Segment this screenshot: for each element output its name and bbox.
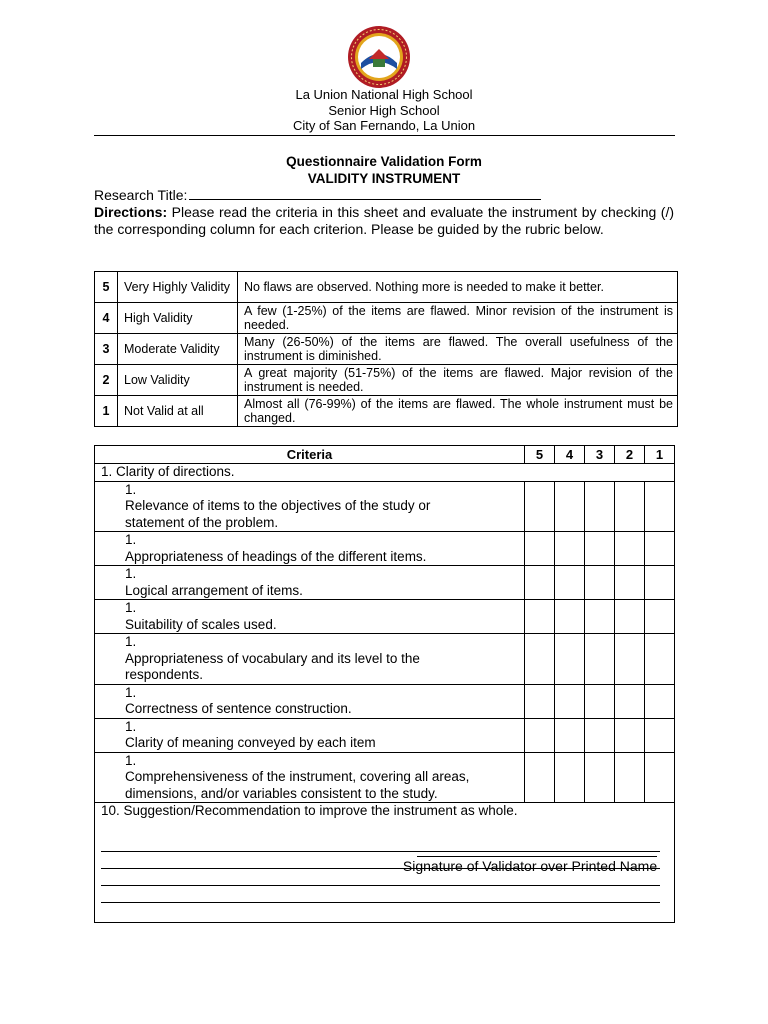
rubric-level: Moderate Validity (118, 334, 238, 365)
rubric-table (94, 271, 678, 427)
criteria-item-number: 1. (125, 532, 137, 547)
rating-checkbox-5[interactable] (525, 634, 555, 685)
rubric-score: 2 (95, 365, 118, 396)
rating-checkbox-1[interactable] (645, 752, 675, 803)
rubric-row (95, 303, 678, 334)
rating-checkbox-5[interactable] (525, 532, 555, 566)
criteria-item-text: Correctness of sentence construction. (125, 701, 352, 716)
rating-checkbox-1[interactable] (645, 634, 675, 685)
criteria-row (95, 532, 675, 566)
rating-checkbox-4[interactable] (555, 684, 585, 718)
rubric-level: Low Validity (118, 365, 238, 396)
directions (94, 204, 674, 238)
research-title-blank[interactable] (189, 186, 541, 200)
city-name: City of San Fernando, La Union (292, 118, 476, 133)
criteria-table (94, 445, 675, 923)
criteria-item-number: 1. (125, 634, 137, 649)
criteria-item-text: Appropriateness of headings of the different items. (125, 548, 427, 564)
rating-checkbox-5[interactable] (525, 718, 555, 752)
rating-checkbox-1[interactable] (645, 600, 675, 634)
form-title-block (94, 153, 674, 187)
rubric-score: 1 (95, 396, 118, 427)
form-title: Questionnaire Validation Form (286, 154, 482, 169)
signature-label: Signature of Validator over Printed Name (402, 858, 658, 874)
rubric-description: A great majority (51-75%) of the items are flawed. Major revision of the instrument is needed. (238, 365, 678, 396)
criteria-item (95, 634, 525, 685)
rating-checkbox-4[interactable] (555, 718, 585, 752)
rubric-level: Not Valid at all (118, 396, 238, 427)
criteria-item-text: Clarity of meaning conveyed by each item (125, 735, 376, 750)
rating-checkbox-4[interactable] (555, 566, 585, 600)
criteria-first-item: 1. Clarity of directions. (95, 464, 675, 482)
rubric-level: Very Highly Validity (118, 272, 238, 303)
rubric-description: No flaws are observed. Nothing more is needed to make it better. (238, 272, 678, 303)
header-divider (94, 135, 675, 136)
rating-checkbox-2[interactable] (615, 481, 645, 532)
signature-line[interactable] (417, 856, 657, 857)
rating-checkbox-2[interactable] (615, 684, 645, 718)
criteria-item-number: 1. (125, 566, 137, 581)
criteria-item-text: Logical arrangement of items. (125, 582, 303, 598)
department-name: Senior High School (328, 102, 440, 118)
rating-checkbox-2[interactable] (615, 634, 645, 685)
criteria-item-number: 1. (125, 600, 137, 615)
criteria-row (95, 718, 675, 752)
rating-checkbox-5[interactable] (525, 684, 555, 718)
rating-checkbox-1[interactable] (645, 532, 675, 566)
criteria-row (95, 566, 675, 600)
rating-checkbox-1[interactable] (645, 684, 675, 718)
criteria-item-number: 1. (125, 481, 137, 497)
rating-checkbox-3[interactable] (585, 532, 615, 566)
criteria-row-first (95, 464, 675, 482)
directions-text: Please read the criteria in this sheet and evaluate the instrument by checking (/) the corresponding column for each criterion. Please be guided by the rubric below. (94, 204, 674, 237)
criteria-item-text: Comprehensiveness of the instrument, covering all areas, dimensions, and/or variables consistent to the study. (125, 769, 470, 801)
rating-checkbox-4[interactable] (555, 634, 585, 685)
rating-checkbox-2[interactable] (615, 600, 645, 634)
rubric-score: 5 (95, 272, 118, 303)
research-title-label: Research Title: (94, 187, 188, 203)
column-header-2: 2 (615, 446, 645, 464)
column-header-3: 3 (585, 446, 615, 464)
rating-checkbox-5[interactable] (525, 600, 555, 634)
rating-checkbox-3[interactable] (585, 481, 615, 532)
rating-checkbox-4[interactable] (555, 532, 585, 566)
school-header (94, 87, 674, 134)
criteria-row (95, 752, 675, 803)
rubric-description: Many (26-50%) of the items are flawed. The overall usefulness of the instrument is diminished. (238, 334, 678, 365)
rating-checkbox-3[interactable] (585, 634, 615, 685)
criteria-item-text: Appropriateness of vocabulary and its level to the respondents. (125, 650, 420, 682)
rubric-score: 3 (95, 334, 118, 365)
rating-checkbox-4[interactable] (555, 600, 585, 634)
criteria-row (95, 634, 675, 685)
rating-checkbox-4[interactable] (555, 481, 585, 532)
school-name: La Union National High School (295, 87, 473, 102)
rubric-level: High Validity (118, 303, 238, 334)
rating-checkbox-5[interactable] (525, 481, 555, 532)
criteria-item (95, 532, 525, 566)
rating-checkbox-1[interactable] (645, 481, 675, 532)
column-header-5: 5 (525, 446, 555, 464)
criteria-item (95, 718, 525, 752)
suggestion-line[interactable] (101, 835, 660, 852)
rating-checkbox-2[interactable] (615, 532, 645, 566)
criteria-item-text: Relevance of items to the objectives of the study or statement of the problem. (125, 498, 431, 530)
criteria-row (95, 684, 675, 718)
research-title-row (94, 186, 541, 204)
criteria-item-text: Suitability of scales used. (125, 616, 277, 632)
rating-checkbox-2[interactable] (615, 566, 645, 600)
suggestion-label: 10. Suggestion/Recommendation to improve the instrument as whole. (101, 803, 518, 818)
directions-label: Directions: (94, 204, 168, 220)
rubric-description: A few (1-25%) of the items are flawed. Minor revision of the instrument is needed. (238, 303, 678, 334)
rubric-row (95, 365, 678, 396)
rating-checkbox-2[interactable] (615, 718, 645, 752)
suggestion-line[interactable] (101, 886, 660, 903)
criteria-item (95, 684, 525, 718)
rating-checkbox-4[interactable] (555, 752, 585, 803)
rating-checkbox-5[interactable] (525, 566, 555, 600)
rating-checkbox-3[interactable] (585, 752, 615, 803)
rating-checkbox-2[interactable] (615, 752, 645, 803)
criteria-item (95, 752, 525, 803)
rubric-score: 4 (95, 303, 118, 334)
rubric-row (95, 396, 678, 427)
rating-checkbox-1[interactable] (645, 718, 675, 752)
criteria-header: Criteria (95, 446, 525, 464)
rubric-description: Almost all (76-99%) of the items are flawed. The whole instrument must be changed. (238, 396, 678, 427)
column-header-4: 4 (555, 446, 585, 464)
school-seal-logo (347, 25, 411, 89)
criteria-item-number: 1. (125, 718, 137, 734)
rubric-row (95, 272, 678, 303)
criteria-item-number: 1. (125, 684, 137, 700)
rating-checkbox-5[interactable] (525, 752, 555, 803)
criteria-row (95, 600, 675, 634)
criteria-item (95, 600, 525, 634)
criteria-item (95, 481, 525, 532)
criteria-row (95, 481, 675, 532)
rating-checkbox-3[interactable] (585, 566, 615, 600)
rating-checkbox-1[interactable] (645, 566, 675, 600)
rating-checkbox-3[interactable] (585, 718, 615, 752)
rating-checkbox-3[interactable] (585, 600, 615, 634)
criteria-item-number: 1. (125, 752, 137, 768)
rating-checkbox-3[interactable] (585, 684, 615, 718)
criteria-item (95, 566, 525, 600)
form-subtitle: VALIDITY INSTRUMENT (307, 171, 461, 186)
column-header-1: 1 (645, 446, 675, 464)
rubric-row (95, 334, 678, 365)
